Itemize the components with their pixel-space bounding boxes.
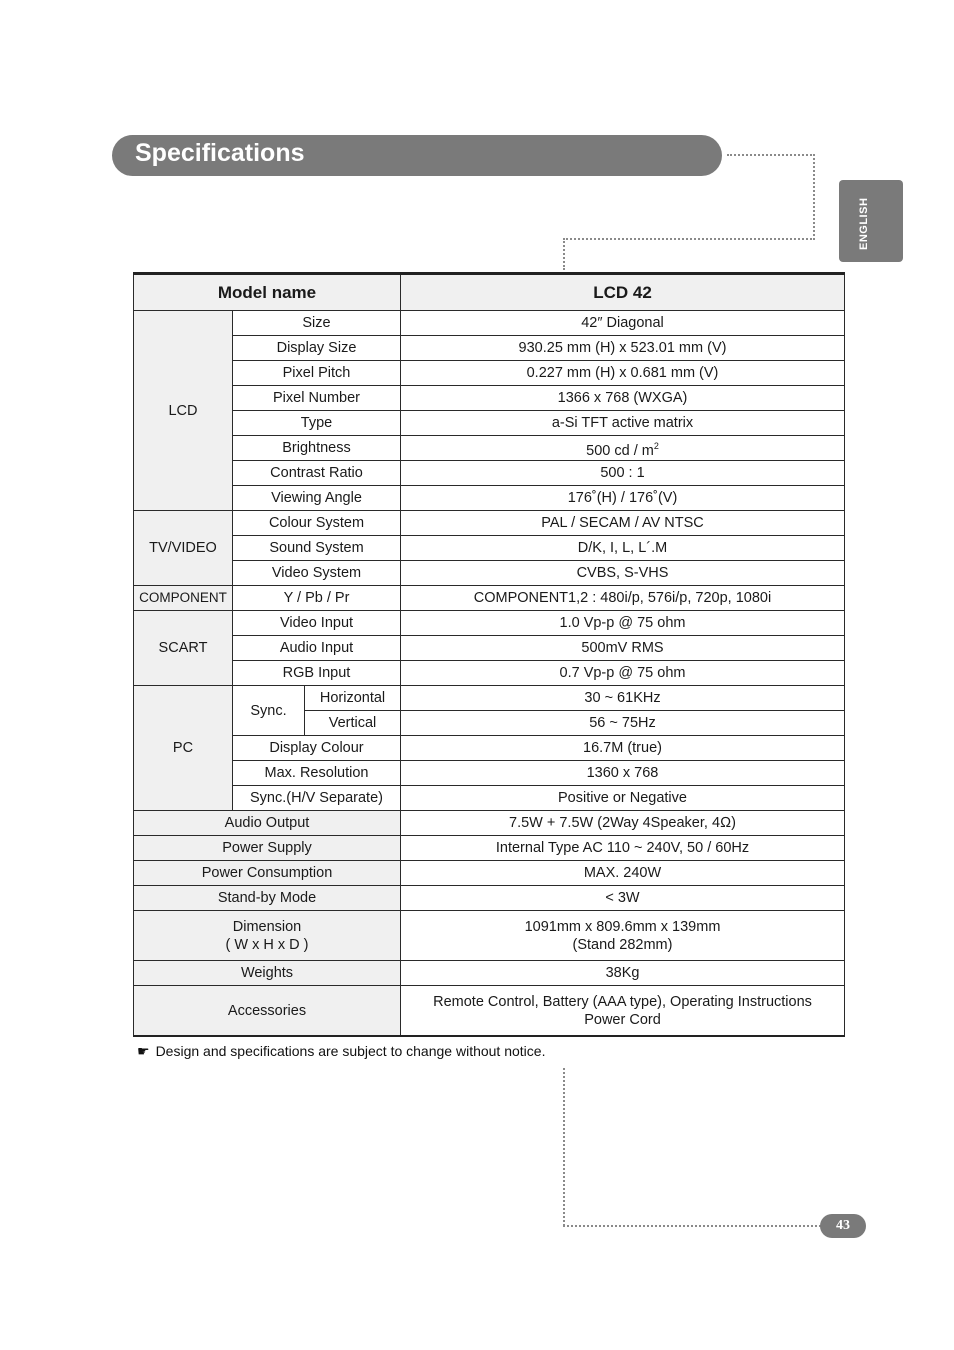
dimension-stand-value: (Stand 282mm) xyxy=(572,936,673,953)
row-label: Video Input xyxy=(233,611,401,636)
group-tv-video: TV/VIDEO xyxy=(134,511,233,586)
table-row xyxy=(134,836,845,861)
row-label: Audio Input xyxy=(233,636,401,661)
row-value: 500 : 1 xyxy=(401,461,845,486)
brightness-value: 500 cd / m xyxy=(586,442,654,459)
dotted-line-top xyxy=(727,154,815,156)
row-value: D/K, I, L, L´.M xyxy=(401,536,845,561)
dimension-sub-label: ( W x H x D ) xyxy=(225,936,309,953)
row-label: Sound System xyxy=(233,536,401,561)
row-value: < 3W xyxy=(401,886,845,911)
row-value: 56 ~ 75Hz xyxy=(401,711,845,736)
superscript: 2 xyxy=(653,440,659,451)
page-number: 43 xyxy=(820,1214,866,1238)
accessories-value: Remote Control, Battery (AAA type), Operating Instructions xyxy=(433,993,812,1010)
dotted-line-bottom-drop xyxy=(563,1068,565,1226)
row-value: MAX. 240W xyxy=(401,861,845,886)
table-row xyxy=(134,786,845,811)
language-tab xyxy=(839,180,903,262)
row-label: Pixel Number xyxy=(233,386,401,411)
group-lcd: LCD xyxy=(134,311,233,511)
row-value: 500mV RMS xyxy=(401,636,845,661)
row-value: 1366 x 768 (WXGA) xyxy=(401,386,845,411)
row-label: Power Consumption xyxy=(134,861,401,886)
group-pc: PC xyxy=(134,686,233,811)
row-value: 38Kg xyxy=(401,961,845,986)
dimension-label: Dimension xyxy=(232,918,302,935)
table-row xyxy=(134,311,845,336)
row-value: 16.7M (true) xyxy=(401,736,845,761)
row-value: Internal Type AC 110 ~ 240V, 50 / 60Hz xyxy=(401,836,845,861)
table-row xyxy=(134,411,845,436)
table-row xyxy=(134,386,845,411)
row-value: CVBS, S-VHS xyxy=(401,561,845,586)
row-value: 42″ Diagonal xyxy=(401,311,845,336)
row-value: 1360 x 768 xyxy=(401,761,845,786)
pointing-hand-icon: ☛ xyxy=(137,1043,150,1059)
table-row xyxy=(134,486,845,511)
row-label: Power Supply xyxy=(134,836,401,861)
table-row xyxy=(134,636,845,661)
table-row xyxy=(134,586,845,611)
note-text: Design and specifications are subject to change without notice. xyxy=(155,1043,546,1059)
row-label: Horizontal xyxy=(305,686,401,711)
row-value: a-Si TFT active matrix xyxy=(401,411,845,436)
model-value-header: LCD 42 xyxy=(401,274,845,311)
specifications-table xyxy=(133,272,845,1037)
table-row xyxy=(134,686,845,711)
group-scart: SCART xyxy=(134,611,233,686)
row-label: Vertical xyxy=(305,711,401,736)
row-label: Video System xyxy=(233,561,401,586)
row-label: Display Colour xyxy=(233,736,401,761)
row-value: PAL / SECAM / AV NTSC xyxy=(401,511,845,536)
row-label: Pixel Pitch xyxy=(233,361,401,386)
row-label: Display Size xyxy=(233,336,401,361)
table-header-row xyxy=(134,274,845,311)
row-label: Max. Resolution xyxy=(233,761,401,786)
row-value-accessories xyxy=(401,986,845,1037)
title-bar xyxy=(112,135,722,176)
table-row xyxy=(134,336,845,361)
language-tab-label: ENGLISH xyxy=(858,197,870,250)
row-label: Viewing Angle xyxy=(233,486,401,511)
row-value: 930.25 mm (H) x 523.01 mm (V) xyxy=(401,336,845,361)
dimension-value: 1091mm x 809.6mm x 139mm xyxy=(524,918,721,935)
table-row xyxy=(134,911,845,961)
row-value: 7.5W + 7.5W (2Way 4Speaker, 4Ω) xyxy=(401,811,845,836)
row-label: Type xyxy=(233,411,401,436)
row-label: Audio Output xyxy=(134,811,401,836)
table-row xyxy=(134,736,845,761)
dotted-line-drop xyxy=(563,238,565,270)
row-value: COMPONENT1,2 : 480i/p, 576i/p, 720p, 1080i xyxy=(401,586,845,611)
row-label: Stand-by Mode xyxy=(134,886,401,911)
row-label: Brightness xyxy=(233,436,401,461)
table-row xyxy=(134,661,845,686)
row-label: Size xyxy=(233,311,401,336)
row-value: 176˚(H) / 176˚(V) xyxy=(401,486,845,511)
row-value: 0.227 mm (H) x 0.681 mm (V) xyxy=(401,361,845,386)
row-label: Colour System xyxy=(233,511,401,536)
row-value-dimension xyxy=(401,911,845,961)
row-label: Y / Pb / Pr xyxy=(233,586,401,611)
table-row xyxy=(134,611,845,636)
table-row xyxy=(134,536,845,561)
table-row xyxy=(134,436,845,461)
row-label: Contrast Ratio xyxy=(233,461,401,486)
row-label: Weights xyxy=(134,961,401,986)
accessories-value-extra: Power Cord xyxy=(584,1011,661,1028)
table-row xyxy=(134,986,845,1037)
table-row xyxy=(134,461,845,486)
row-label-dimension xyxy=(134,911,401,961)
dotted-line-bottom xyxy=(563,1225,821,1227)
table-row xyxy=(134,961,845,986)
row-value: 1.0 Vp-p @ 75 ohm xyxy=(401,611,845,636)
group-component: COMPONENT xyxy=(134,586,233,611)
sync-label: Sync. xyxy=(233,686,305,736)
row-label: Sync.(H/V Separate) xyxy=(233,786,401,811)
row-label: Accessories xyxy=(134,986,401,1037)
page-title: Specifications xyxy=(135,139,305,167)
table-row xyxy=(134,811,845,836)
row-value: 0.7 Vp-p @ 75 ohm xyxy=(401,661,845,686)
model-name-header: Model name xyxy=(134,274,401,311)
disclaimer-note xyxy=(137,1043,545,1060)
table-row xyxy=(134,886,845,911)
table-row xyxy=(134,861,845,886)
row-label: RGB Input xyxy=(233,661,401,686)
row-value: 30 ~ 61KHz xyxy=(401,686,845,711)
table-row xyxy=(134,761,845,786)
dotted-line-right xyxy=(813,154,815,240)
dotted-line-middle xyxy=(563,238,815,240)
table-row xyxy=(134,511,845,536)
row-value xyxy=(401,436,845,461)
table-row xyxy=(134,361,845,386)
row-value: Positive or Negative xyxy=(401,786,845,811)
table-row xyxy=(134,561,845,586)
